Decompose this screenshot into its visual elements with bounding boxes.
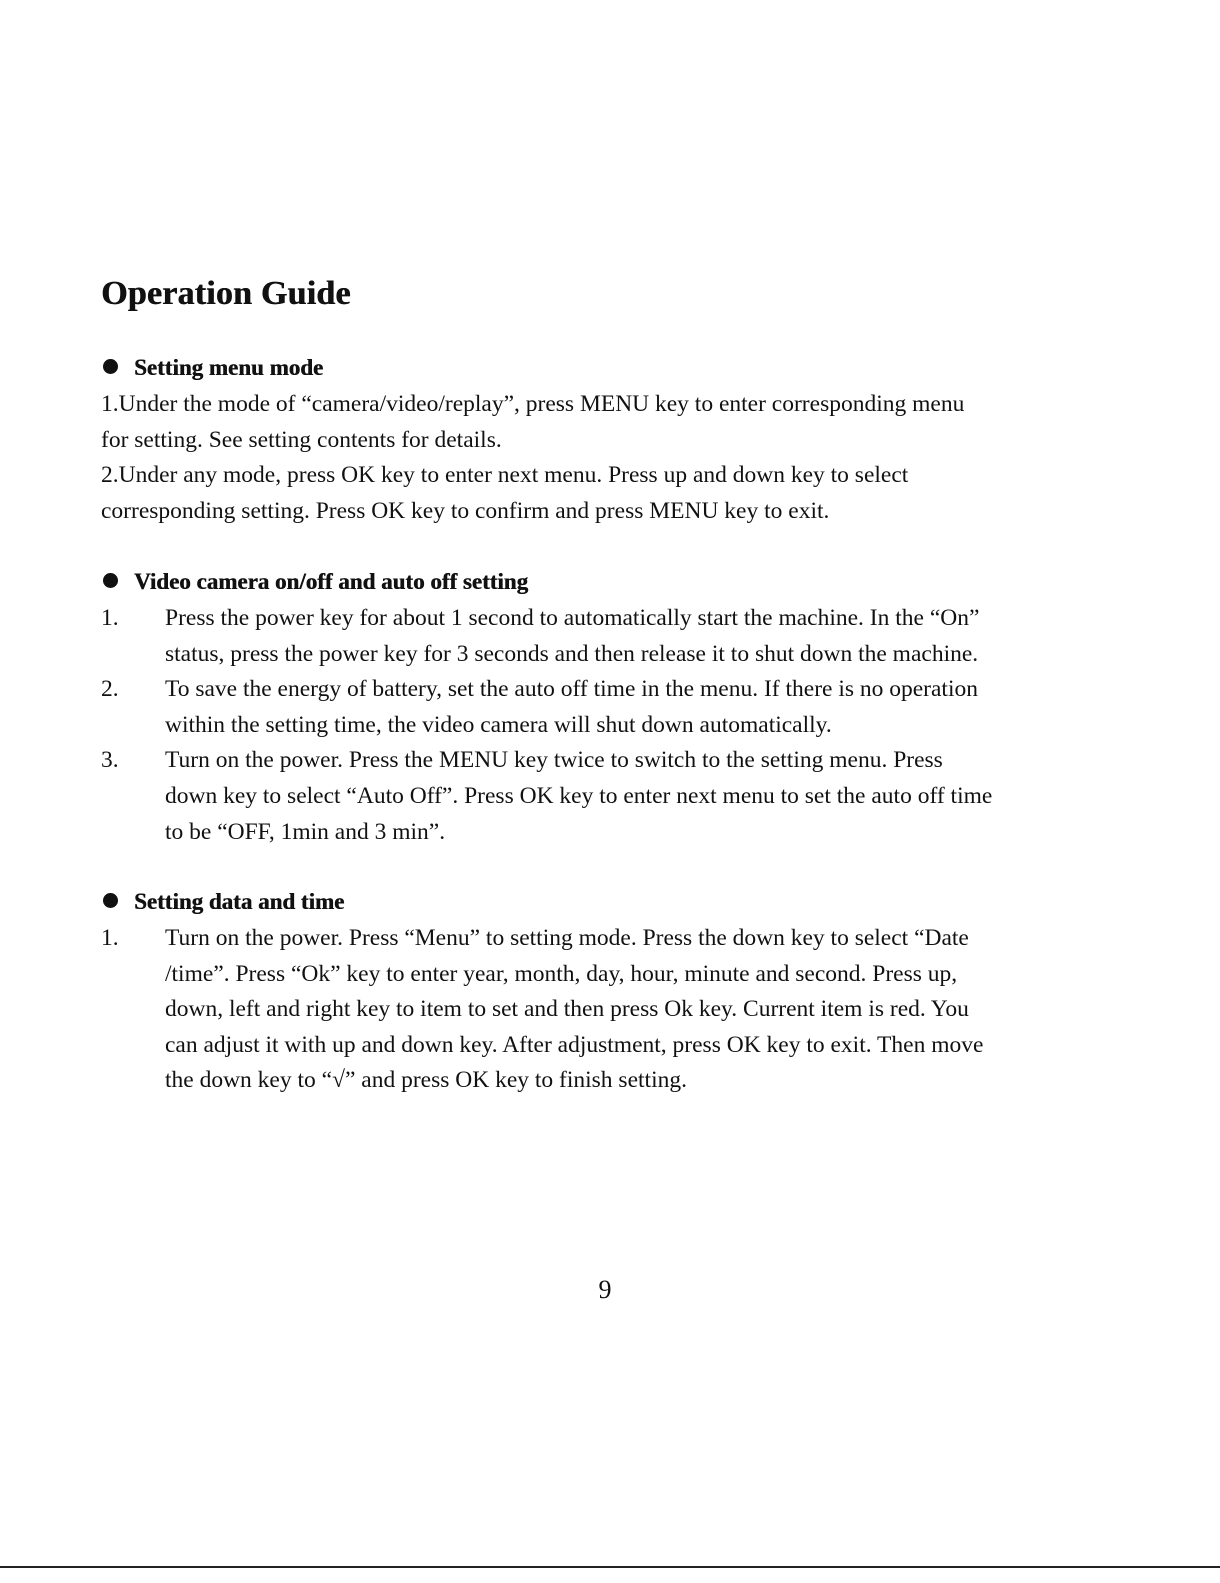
bullet-dot-icon [103, 893, 118, 908]
bullet-dot-icon [103, 573, 118, 588]
list-item [101, 743, 1111, 850]
section-heading-text: Setting data and time [134, 889, 345, 914]
section-heading-setting-menu-mode [103, 353, 323, 383]
bullet-dot-icon [103, 359, 118, 374]
list-item-number: 3. [101, 747, 119, 774]
page-title: Operation Guide [101, 275, 351, 312]
list-item [101, 921, 1111, 1099]
numbered-list [101, 601, 1111, 850]
list-item [101, 601, 1111, 672]
list-item-line: Turn on the power. Press the MENU key twice to switch to the setting menu. Press [165, 747, 943, 774]
section-heading-video-camera-on-off [103, 567, 528, 597]
list-item-line: status, press the power key for 3 seconds and then release it to shut down the machine. [165, 640, 979, 667]
list-item-number: 1. [101, 925, 119, 951]
numbered-list [101, 921, 1111, 1099]
list-item-line: within the setting time, the video camera will shut down automatically. [165, 711, 832, 738]
list-item-line: Press the power key for about 1 second to automatically start the machine. In the “On” [165, 605, 980, 631]
list-item-line: to be “OFF, 1min and 3 min”. [165, 818, 446, 845]
list-item-line: /time”. Press “Ok” key to enter year, month, day, hour, minute and second. Press up, [165, 960, 958, 987]
section-heading-setting-data-and-time [103, 887, 344, 917]
paragraph-line: corresponding setting. Press OK key to confirm and press MENU key to exit. [101, 497, 830, 524]
list-item-line: the down key to “√” and press OK key to finish setting. [165, 1067, 687, 1094]
list-item-number: 2. [101, 676, 119, 703]
list-item [101, 672, 1111, 743]
paragraph-line: 1.Under the mode of “camera/video/replay”, press MENU key to enter corresponding menu [101, 391, 965, 417]
list-item-line: down, left and right key to item to set and then press Ok key. Current item is red. You [165, 996, 969, 1023]
section-heading-text: Setting menu mode [134, 355, 324, 380]
paragraph-line: 2.Under any mode, press OK key to enter next menu. Press up and down key to select [101, 462, 909, 489]
paragraph-line: for setting. See setting contents for details. [101, 426, 502, 453]
page-bottom-divider [0, 1566, 1220, 1568]
list-item-line: Turn on the power. Press “Menu” to setting mode. Press the down key to select “Date [165, 925, 969, 951]
list-item-line: down key to select “Auto Off”. Press OK key to enter next menu to set the auto off time [165, 782, 993, 809]
section-heading-text: Video camera on/off and auto off setting [134, 569, 528, 594]
section-paragraph [101, 387, 1111, 529]
list-item-line: can adjust it with up and down key. After adjustment, press OK key to exit. Then move [165, 1031, 984, 1058]
list-item-number: 1. [101, 605, 119, 631]
list-item-line: To save the energy of battery, set the auto off time in the menu. If there is no operation [165, 676, 978, 703]
page-number: 9 [598, 1275, 612, 1304]
